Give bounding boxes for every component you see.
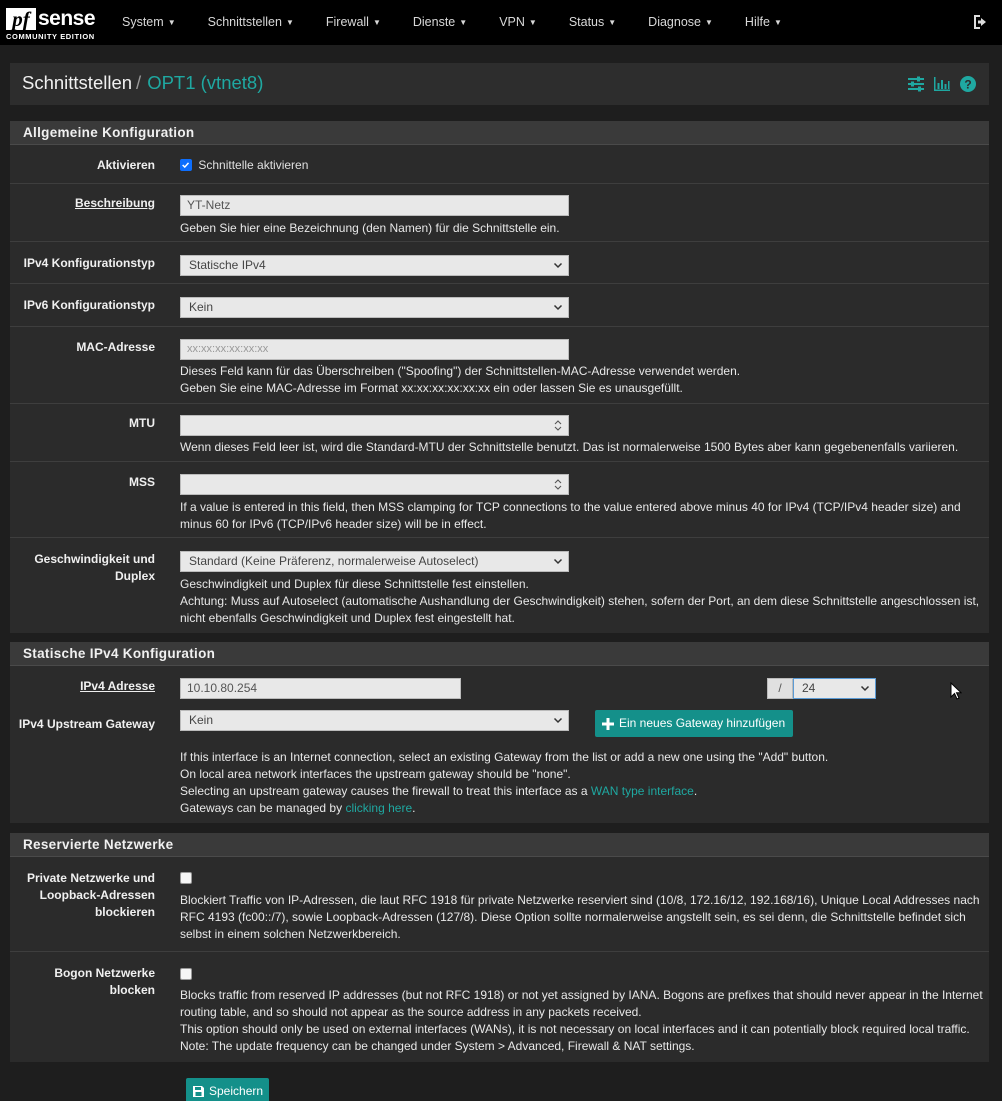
- help-text: Gateways can be managed by: [180, 801, 346, 815]
- panel-title: Allgemeine Konfiguration: [10, 121, 989, 145]
- chevron-down-icon: [553, 302, 563, 312]
- speed-duplex-help: [180, 576, 979, 627]
- caret-down-icon: ▼: [372, 18, 381, 27]
- svg-text:?: ?: [964, 77, 972, 92]
- speed-label-line: Geschwindigkeit und: [34, 552, 155, 566]
- label-line: blocken: [109, 983, 155, 997]
- mtu-row: [10, 403, 989, 461]
- private-networks-checkbox[interactable]: [180, 872, 192, 884]
- panel-title: Reservierte Netzwerke: [10, 833, 989, 857]
- mac-input[interactable]: xx:xx:xx:xx:xx:xx: [180, 339, 569, 360]
- enable-control: [180, 158, 308, 172]
- speed-help-line: Geschwindigkeit und Duplex für diese Schnittstelle fest einstellen.: [180, 577, 529, 591]
- logo-sense: sense: [38, 7, 96, 30]
- check-icon: [181, 160, 191, 170]
- reserved-networks-panel: [10, 833, 989, 1062]
- mss-row: [10, 461, 989, 537]
- enable-checkbox-label: Schnittelle aktivieren: [198, 158, 309, 172]
- pfsense-logo[interactable]: [6, 8, 98, 42]
- bogon-networks-row: [10, 951, 989, 1062]
- help-line: routing table, and so should not appear as the source address in any packets received.: [180, 1005, 642, 1019]
- menu-label: VPN: [499, 15, 525, 29]
- menu-firewall[interactable]: [310, 0, 397, 45]
- ipv4-type-label: IPv4 Konfigurationstyp: [23, 256, 155, 270]
- menu-label: Status: [568, 15, 605, 29]
- bogon-networks-label: [54, 965, 155, 999]
- gateway-row: [10, 703, 989, 823]
- clicking-here-link[interactable]: clicking here: [345, 801, 413, 815]
- description-row: [10, 183, 989, 241]
- chevron-down-icon: [553, 260, 563, 270]
- gateway-help-line: [180, 800, 828, 817]
- private-networks-control: [180, 871, 192, 885]
- wan-type-link[interactable]: WAN type interface: [590, 784, 694, 798]
- gateway-help: [180, 749, 828, 817]
- mss-input[interactable]: [180, 474, 569, 495]
- general-config-panel: [10, 121, 989, 633]
- label-line: blockieren: [94, 905, 155, 919]
- mtu-label: MTU: [129, 416, 155, 430]
- label-line: Bogon Netzwerke: [54, 966, 155, 980]
- gateway-value: Kein: [189, 713, 214, 727]
- static-ipv4-panel: [10, 642, 989, 823]
- help-line: selbst in einem solchen Netzwerkbereich.: [180, 927, 401, 941]
- menu-system[interactable]: [106, 0, 192, 45]
- caret-down-icon: ▼: [167, 18, 176, 27]
- help-icon[interactable]: [959, 75, 977, 93]
- ipv6-type-value: Kein: [189, 300, 214, 314]
- menu-interfaces[interactable]: [192, 0, 310, 45]
- save-label: Speichern: [209, 1084, 264, 1098]
- enable-checkbox[interactable]: [180, 159, 192, 171]
- bogon-networks-control: [180, 967, 192, 981]
- mss-help-line: If a value is entered in this field, then MSS clamping for TCP connections to the value entered above minus 40 for IPv4 (TCP/IPv4 header size) and: [180, 500, 961, 514]
- help-line: Blocks traffic from reserved IP addresses (but not RFC 1918) or not yet assigned by IANA. Bogons are prefixes that should never appear in the Internet: [180, 988, 983, 1002]
- speed-help-line: nicht ebenfalls Geschwindigkeit und Duplex fest eingestellt hat.: [180, 611, 515, 625]
- save-icon: [192, 1085, 205, 1098]
- ipv6-type-label: IPv6 Konfigurationstyp: [23, 298, 155, 312]
- speed-duplex-label: [34, 551, 155, 585]
- menu-label: Diagnose: [648, 15, 701, 29]
- mss-help-line: minus 60 for IPv6 (TCP/IPv6 header size) will be in effect.: [180, 517, 487, 531]
- mac-label: MAC-Adresse: [76, 340, 155, 354]
- description-label: Beschreibung: [74, 196, 155, 210]
- breadcrumb-parent[interactable]: Schnittstellen: [22, 72, 133, 93]
- mac-help: [180, 363, 740, 397]
- top-navbar: [0, 0, 1002, 45]
- caret-down-icon: ▼: [528, 18, 537, 27]
- speed-label-line: Duplex: [114, 569, 155, 583]
- mtu-input[interactable]: [180, 415, 569, 436]
- caret-down-icon: ▼: [608, 18, 617, 27]
- ipv4-address-input[interactable]: 10.10.80.254: [180, 678, 461, 699]
- help-line: Blockiert Traffic von IP-Adressen, die laut RFC 1918 für private Netzwerke reserviert sind (10/8, 172.16/12, 192.168/16), Unique Local Addresses nach: [180, 893, 980, 907]
- mtu-help: Wenn dieses Feld leer ist, wird die Standard-MTU der Schnittstelle benutzt. Das ist normalerweise 1500 Bytes aber kann gegebenenfalls variieren.: [180, 440, 959, 454]
- menu-vpn[interactable]: [483, 0, 553, 45]
- chevron-down-icon: [553, 556, 563, 566]
- menu-services[interactable]: [397, 0, 483, 45]
- bogon-networks-help: [180, 987, 983, 1055]
- chevron-down-icon: [860, 683, 870, 693]
- help-line: Note: The update frequency can be changed under System > Advanced, Firewall & NAT settings.: [180, 1039, 695, 1053]
- gateway-help-line: [180, 783, 828, 800]
- ipv6-type-select[interactable]: [180, 297, 569, 318]
- cidr-value: 24: [802, 681, 816, 695]
- spinner-icon[interactable]: [554, 419, 562, 432]
- mss-label: MSS: [128, 475, 155, 489]
- mouse-cursor-icon: [950, 682, 962, 700]
- gateway-help-line: If this interface is an Internet connection, select an existing Gateway from the list or add a new one using the "Add" button.: [180, 750, 829, 764]
- gateway-select[interactable]: [180, 710, 569, 731]
- ipv4-type-row: [10, 241, 989, 283]
- breadcrumb: [22, 72, 263, 94]
- add-gateway-button[interactable]: [595, 710, 793, 737]
- help-text: .: [693, 784, 698, 798]
- private-networks-row: [10, 858, 989, 951]
- help-line: RFC 4193 (fc00::/7), sowie Loopback-Adressen (127/8). Diese Option sollte normalerweise angstellt sein, es sei denn, die Schnittstelle befindet sich: [180, 910, 966, 924]
- mac-row: [10, 326, 989, 403]
- private-networks-help: [180, 892, 980, 943]
- cidr-select[interactable]: [793, 678, 876, 699]
- caret-down-icon: ▼: [705, 18, 713, 27]
- label-line: Private Netzwerke und: [26, 871, 155, 885]
- speed-help-line: Achtung: Muss auf Autoselect (automatische Aushandlung der Geschwindigkeit) stehen, sofern der Port, an dem diese Schnittstelle angeschlossen ist,: [180, 594, 980, 608]
- page-tools: [907, 75, 977, 93]
- mac-help-line: Geben Sie eine MAC-Adresse im Format xx:xx:xx:xx:xx:xx ein oder lassen Sie es unausgefüllt.: [180, 381, 683, 395]
- speed-duplex-select[interactable]: [180, 551, 569, 572]
- help-text: .: [412, 801, 416, 815]
- caret-down-icon: ▼: [773, 18, 782, 27]
- bogon-networks-checkbox[interactable]: [180, 968, 192, 980]
- ipv4-type-value: Statische IPv4: [189, 258, 266, 272]
- ipv4-address-row: [10, 667, 989, 703]
- ipv4-type-select[interactable]: [180, 255, 569, 276]
- chevron-down-icon: [553, 715, 563, 725]
- menu-label: Firewall: [325, 15, 369, 29]
- mac-help-line: Dieses Feld kann für das Überschreiben ("Spoofing") der Schnittstellen-MAC-Adresse verwendet werden.: [180, 364, 741, 378]
- enable-label: Aktivieren: [96, 158, 155, 172]
- menu-help[interactable]: [729, 0, 798, 45]
- speed-duplex-row: [10, 537, 989, 633]
- enable-row: [10, 146, 989, 183]
- help-line: This option should only be used on external interfaces (WANs), it is not necessary on local interfaces and it can potentially block required local traffic.: [180, 1022, 970, 1036]
- logout-icon[interactable]: [972, 13, 990, 31]
- description-input[interactable]: YT-Netz: [180, 195, 569, 216]
- plus-icon: [601, 717, 615, 731]
- gateway-help-line: On local area network interfaces the upstream gateway should be "none".: [180, 767, 571, 781]
- main-menu: [106, 0, 798, 45]
- chart-icon[interactable]: [933, 75, 951, 93]
- breadcrumb-separator: /: [136, 72, 142, 93]
- logo-edition: COMMUNITY EDITION: [6, 32, 95, 41]
- gateway-label: IPv4 Upstream Gateway: [18, 717, 155, 731]
- breadcrumb-current[interactable]: OPT1 (vtnet8): [147, 72, 264, 93]
- mss-help: [180, 499, 961, 533]
- caret-down-icon: ▼: [459, 18, 468, 27]
- private-networks-label: [27, 870, 155, 921]
- sliders-icon[interactable]: [907, 75, 925, 93]
- menu-status[interactable]: [553, 0, 632, 45]
- panel-title: Statische IPv4 Konfiguration: [10, 642, 989, 666]
- menu-diagnostics[interactable]: [632, 0, 729, 45]
- menu-label: System: [122, 15, 164, 29]
- speed-duplex-value: Standard (Keine Präferenz, normalerweise Autoselect): [189, 554, 479, 568]
- add-gateway-label: Ein neues Gateway hinzufügen: [619, 716, 786, 730]
- save-button[interactable]: [186, 1078, 269, 1101]
- ipv4-address-label: IPv4 Adresse: [80, 679, 155, 693]
- breadcrumb-bar: [10, 63, 989, 105]
- menu-label: Schnittstellen: [207, 15, 282, 29]
- caret-down-icon: ▼: [285, 18, 294, 27]
- help-text: Selecting an upstream gateway causes the firewall to treat this interface as a: [180, 784, 591, 798]
- menu-label: Dienste: [412, 15, 456, 29]
- description-help: Geben Sie hier eine Bezeichnung (den Namen) für die Schnittstelle ein.: [180, 221, 560, 235]
- menu-label: Hilfe: [744, 15, 770, 29]
- label-line: Loopback-Adressen: [39, 888, 155, 902]
- spinner-icon[interactable]: [554, 478, 562, 491]
- cidr-slash: /: [767, 678, 793, 699]
- logo-pf: pf: [6, 8, 36, 30]
- ipv6-type-row: [10, 283, 989, 326]
